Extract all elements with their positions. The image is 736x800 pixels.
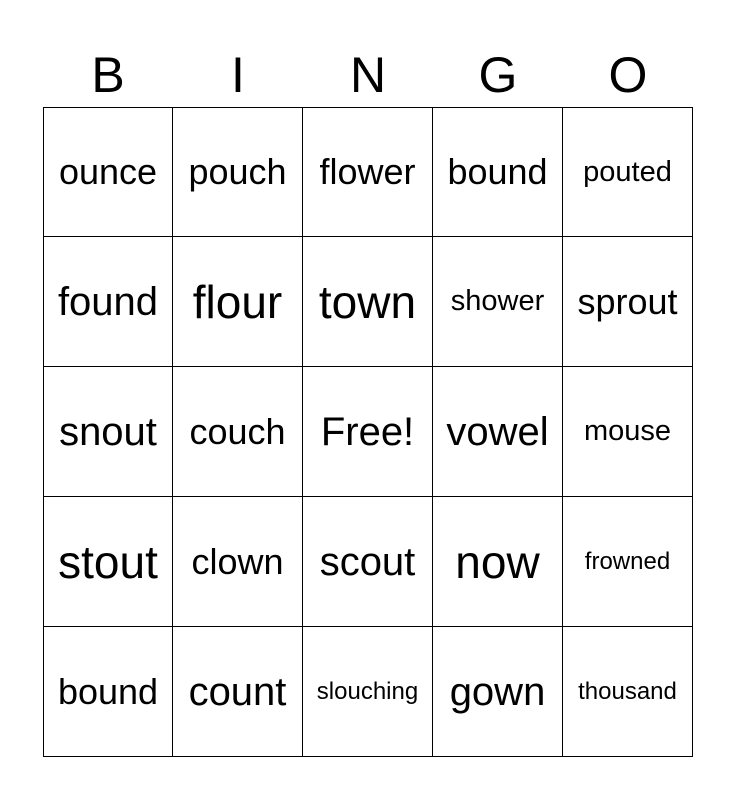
bingo-cell[interactable]: shower: [433, 237, 563, 367]
bingo-cell[interactable]: scout: [303, 497, 433, 627]
header-letter-g: G: [478, 47, 518, 103]
bingo-cell[interactable]: mouse: [563, 367, 693, 497]
bingo-cell[interactable]: stout: [43, 497, 173, 627]
bingo-cell[interactable]: couch: [173, 367, 303, 497]
bingo-cell-free[interactable]: Free!: [303, 367, 433, 497]
header-letter-b: B: [91, 47, 125, 103]
header-letter-i: I: [231, 47, 245, 103]
bingo-cell[interactable]: vowel: [433, 367, 563, 497]
bingo-cell[interactable]: pouch: [173, 107, 303, 237]
header-letter-n: N: [349, 47, 387, 103]
bingo-cell[interactable]: slouching: [303, 627, 433, 757]
bingo-cell[interactable]: now: [433, 497, 563, 627]
bingo-board: [43, 107, 693, 757]
bingo-cell[interactable]: clown: [173, 497, 303, 627]
bingo-cell[interactable]: found: [43, 237, 173, 367]
bingo-cell[interactable]: sprout: [563, 237, 693, 367]
bingo-header: [43, 42, 693, 108]
bingo-cell[interactable]: count: [173, 627, 303, 757]
bingo-cell[interactable]: gown: [433, 627, 563, 757]
bingo-cell[interactable]: frowned: [563, 497, 693, 627]
bingo-cell[interactable]: bound: [43, 627, 173, 757]
bingo-cell[interactable]: pouted: [563, 107, 693, 237]
bingo-cell[interactable]: flour: [173, 237, 303, 367]
header-letter-o: O: [608, 47, 648, 103]
bingo-cell[interactable]: thousand: [563, 627, 693, 757]
bingo-cell[interactable]: bound: [433, 107, 563, 237]
bingo-cell[interactable]: flower: [303, 107, 433, 237]
bingo-cell[interactable]: town: [303, 237, 433, 367]
bingo-cell[interactable]: snout: [43, 367, 173, 497]
bingo-cell[interactable]: ounce: [43, 107, 173, 237]
